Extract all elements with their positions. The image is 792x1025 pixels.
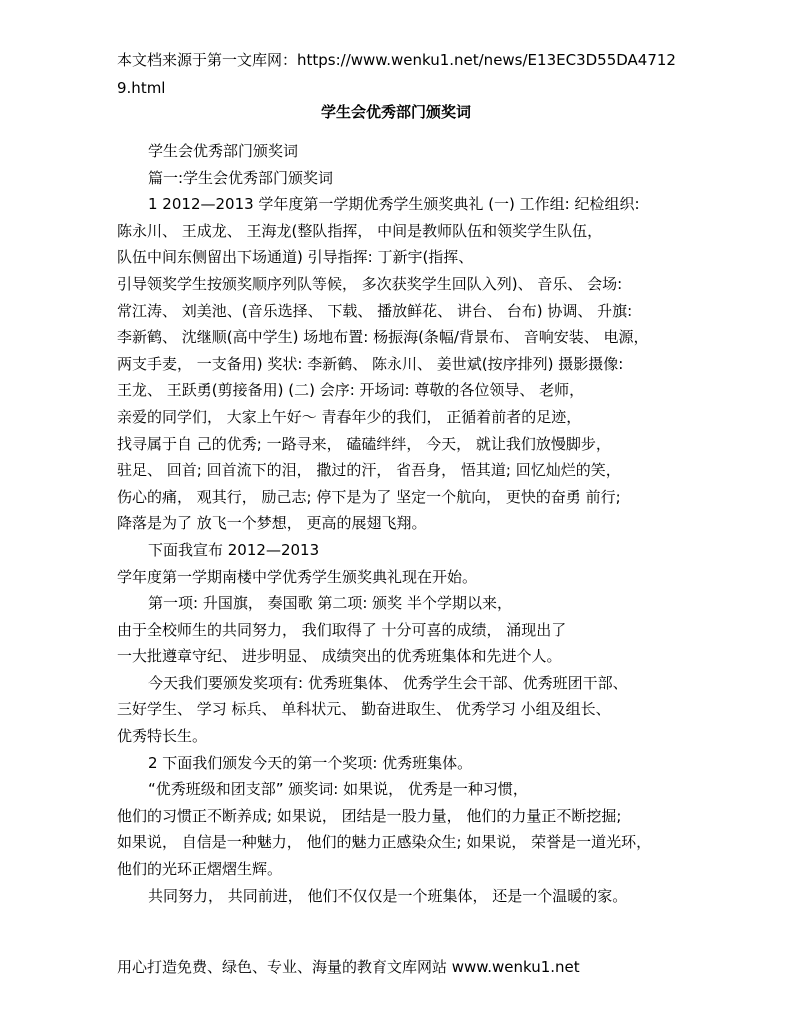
paragraph-line: 一大批遵章守纪、 进步明显、 成绩突出的优秀班集体和先进个人。 [117,647,562,666]
paragraph-line: 篇一:学生会优秀部门颁奖词 [148,168,334,187]
source-url-line[interactable]: 本文档来源于第一文库网：https://www.wenku1.net/news/E13EC3D55DA47129.html [117,51,676,97]
paragraph-line: 陈永川、 王成龙、 王海龙(整队指挥， 中间是教师队伍和领奖学生队伍， [117,221,603,240]
paragraph-line: 1 2012—2013 学年度第一学期优秀学生颁奖典礼 (一) 工作组: 纪检组织: [148,195,640,214]
paragraph-line: 今天我们要颁发奖项有: 优秀班集体、 优秀学生会干部、优秀班团干部、 [148,673,628,692]
paragraph-line: “优秀班级和团支部” 颁奖词: 如果说， 优秀是一种习惯， [148,780,528,799]
paragraph-line: 降落是为了 放飞一个梦想， 更高的展翅飞翔。 [117,514,427,533]
paragraph-line: 李新鹤、 沈继顺(高中学生) 场地布置: 杨振海(条幅/背景布、 音响安装、 电源， [117,328,649,347]
document-title: 学生会优秀部门颁奖词 [320,103,471,121]
paragraph-line: 王龙、 王跃勇(剪接备用) (二) 会序: 开场词: 尊敬的各位领导、 老师， [117,381,585,400]
document-body [117,138,687,909]
paragraph-line: 学年度第一学期南楼中学优秀学生颁奖典礼现在开始。 [117,567,478,586]
paragraph-line: 2 下面我们颁发今天的第一个奖项: 优秀班集体。 [148,753,473,772]
paragraph-line: 引导领奖学生按颁奖顺序列队等候， 多次获奖学生回队入列)、 音乐、 会场: [117,274,623,293]
paragraph-line: 优秀特长生。 [117,727,208,746]
paragraph-line: 亲爱的同学们， 大家上午好～ 青春年少的我们， 正循着前者的足迹， [117,407,582,426]
paragraph-line: 共同努力， 共同前进， 他们不仅仅是一个班集体， 还是一个温暖的家。 [148,886,628,905]
paragraph-line: 由于全校师生的共同努力， 我们取得了 十分可喜的成绩， 涌现出了 [117,620,567,639]
paragraph-line: 学生会优秀部门颁奖词 [148,142,299,160]
paragraph-line: 驻足、 回首; 回首流下的泪， 撒过的汗， 省吾身， 悟其道; 回忆灿烂的笑， [117,461,621,480]
footer-text: 用心打造免费、绿色、专业、海量的教育文库网站 www.wenku1.net [117,958,580,976]
paragraph-line: 第一项: 升国旗， 奏国歌 第二项: 颁奖 半个学期以来， [148,594,512,613]
paragraph-line: 找寻属于自 己的优秀; 一路寻来， 磕磕绊绊， 今天， 就让我们放慢脚步， [117,434,611,453]
paragraph-line: 如果说， 自信是一种魅力， 他们的魅力正感染众生; 如果说， 荣誉是一道光环， [117,833,652,852]
paragraph-line: 伤心的痛， 观其行， 励己志; 停下是为了 坚定一个航向， 更快的奋勇 前行; [117,487,621,506]
paragraph-line: 常江涛、 刘美池、(音乐选择、 下载、 播放鲜花、 讲台、 台布) 协调、 升旗: [117,301,633,320]
paragraph-line: 他们的光环正熠熠生辉。 [117,860,283,879]
paragraph-line: 队伍中间东侧留出下场通道) 引导指挥: 丁新宇(指挥、 [117,248,474,267]
paragraph-line: 三好学生、 学习 标兵、 单科状元、 勤奋进取生、 优秀学习 小组及组长、 [117,700,611,719]
paragraph-line: 他们的习惯正不断养成; 如果说， 团结是一股力量， 他们的力量正不断挖掘; [117,806,622,825]
paragraph-line: 两支手麦， 一支备用) 奖状: 李新鹤、 陈永川、 姜世斌(按序排列) 摄影摄像: [117,354,624,373]
paragraph-line: 下面我宣布 2012—2013 [148,540,320,559]
